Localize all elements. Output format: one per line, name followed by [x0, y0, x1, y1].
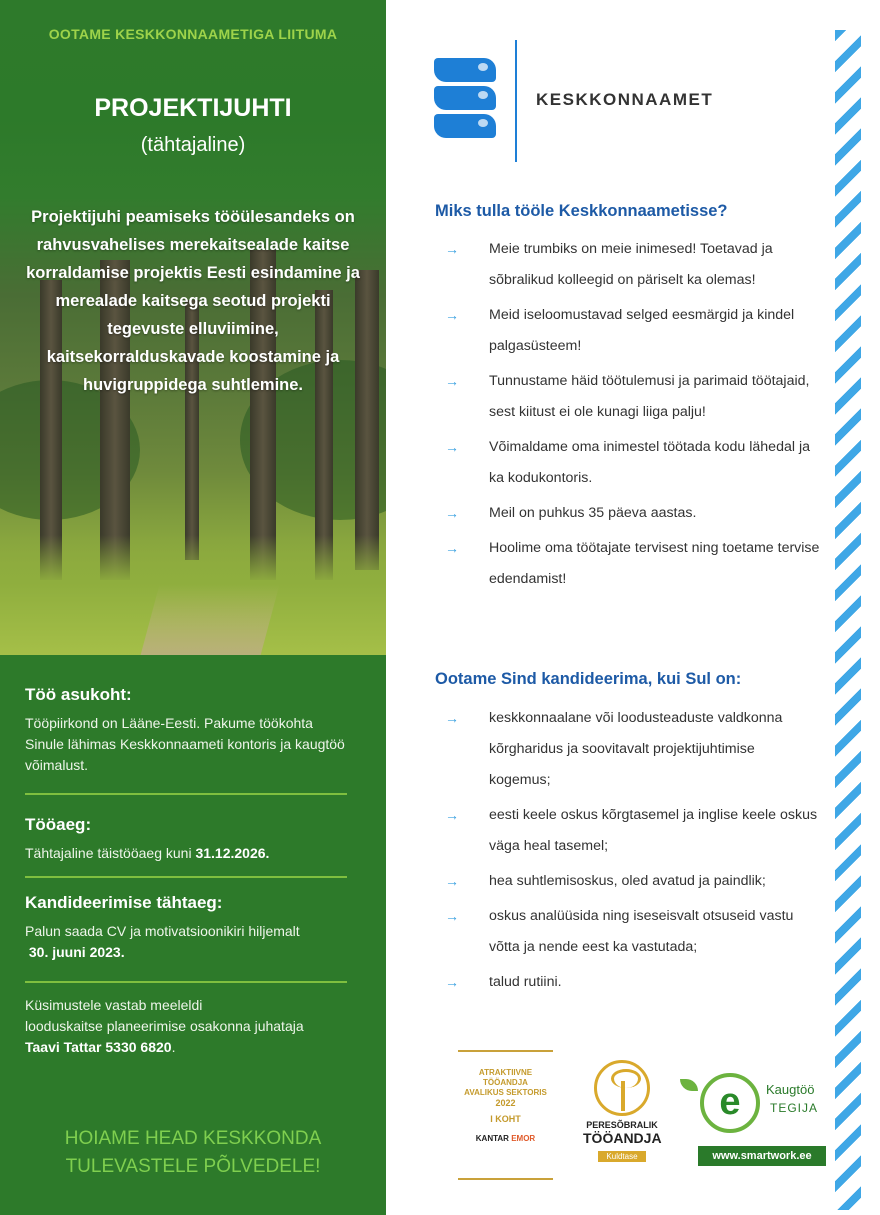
- arrow-right-icon: →: [445, 307, 459, 323]
- atraktiivne-tooandja-badge: ATRAKTIIVNE TÖÖANDJA AVALIKUS SEKTORIS 2022 I KOHT KANTAR EMOR: [458, 1050, 553, 1180]
- list-item: [445, 533, 820, 595]
- contact-section: [25, 995, 347, 1058]
- deadline-heading: Kandideerimise tähtaeg:: [25, 893, 223, 912]
- logo-divider: [515, 40, 517, 162]
- worktime-text: Tähtajaline täistööaeg kuni 31.12.2026.: [25, 845, 270, 861]
- location-section: [25, 685, 347, 776]
- list-item: [445, 703, 820, 796]
- deadline-date: 30. juuni 2023.: [28, 944, 125, 960]
- location-heading: Töö asukoht:: [25, 685, 132, 704]
- arrow-right-icon: →: [445, 505, 459, 521]
- job-subtitle: (tähtajaline): [140, 134, 246, 156]
- list-item-text: hea suhtlemisoskus, oled avatud ja paindlik;: [489, 873, 766, 889]
- worktime-section: [25, 815, 347, 864]
- deadline-section: [25, 893, 347, 963]
- arrow-right-icon: →: [445, 373, 459, 389]
- coat-of-arms-icon: [434, 58, 498, 142]
- arrow-right-icon: →: [445, 540, 459, 556]
- list-item-text: oskus analüüsida ning iseseisvalt otsuseid vastu võtta ja nende eest ka vastutada;: [489, 908, 794, 955]
- arrow-right-icon: →: [445, 710, 459, 726]
- e-logo-icon: e: [700, 1073, 760, 1133]
- worktime-heading: Tööaeg:: [25, 815, 92, 834]
- list-item-text: Võimaldame oma inimestel töötada kodu lähedal ja ka kodukontoris.: [489, 439, 810, 486]
- arrow-right-icon: →: [445, 241, 459, 257]
- arrow-right-icon: →: [445, 807, 459, 823]
- arrow-right-icon: →: [445, 873, 459, 889]
- job-intro: Projektijuhi peamiseks tööülesandeks on rahvusvahelises merekaitsealade kaitse korraldamise projektis Eesti esindamine ja merealade kaitsega seotud projekti tegevuste elluviimine, kaitsekorralduskavade koostamine ja huvigruppidega suhtlemine.: [26, 208, 360, 394]
- logo-text: KESKKONNAAMET: [536, 90, 714, 109]
- requirements-title: Ootame Sind kandideerima, kui Sul on:: [435, 670, 742, 688]
- arrow-right-icon: →: [445, 439, 459, 455]
- family-tree-icon: [594, 1060, 650, 1116]
- arrow-right-icon: →: [445, 908, 459, 924]
- list-item: [445, 300, 820, 362]
- why-title: Miks tulla tööle Keskkonnaametisse?: [435, 202, 728, 220]
- divider: [25, 876, 347, 878]
- keskkonnaamet-logo: [434, 40, 754, 162]
- deadline-text: Palun saada CV ja motivatsioonikiri hiljemalt: [25, 923, 300, 939]
- list-item-text: talud rutiini.: [489, 974, 562, 990]
- list-item-text: Meid iseloomustavad selged eesmärgid ja kindel palgasüsteem!: [489, 307, 795, 354]
- kaugtoo-tegija-badge: e Kaugtöö TEGIJA www.smartwork.ee: [680, 1073, 830, 1168]
- arrow-right-icon: →: [445, 974, 459, 990]
- left-panel: [0, 0, 386, 1215]
- list-item: [445, 800, 820, 862]
- list-item: [445, 498, 820, 529]
- slogan: HOIAME HEAD KESKKONDA TULEVASTELE PÕLVEDELE!: [64, 1128, 322, 1177]
- list-item-text: eesti keele oskus kõrgtasemel ja inglise keele oskus väga heal tasemel;: [489, 807, 818, 854]
- contact-line1: Küsimustele vastab meeleldi: [25, 997, 203, 1013]
- list-item-text: keskkonnaalane või loodusteaduste valdkonna kõrgharidus ja soovitavalt projektijuhtimise kogemus;: [489, 710, 783, 788]
- list-item-text: Tunnustame häid töötulemusi ja parimaid töötajaid, sest kiitust ei ole kunagi liiga palju!: [489, 373, 810, 420]
- list-item: [445, 866, 820, 897]
- requirements-list: [445, 703, 820, 1002]
- list-item: [445, 234, 820, 296]
- worktime-date: 31.12.2026.: [195, 845, 270, 861]
- divider: [25, 793, 347, 795]
- divider: [25, 981, 347, 983]
- list-item: [445, 967, 820, 998]
- decorative-stripe: [835, 30, 861, 1210]
- job-title: PROJEKTIJUHTI: [94, 94, 292, 122]
- list-item-text: Meil on puhkus 35 päeva aastas.: [489, 505, 697, 521]
- list-item: [445, 901, 820, 963]
- list-item: [445, 366, 820, 428]
- list-item-text: Meie trumbiks on meie inimesed! Toetavad ja sõbralikud kolleegid on päriselt ka olemas!: [489, 241, 773, 288]
- leaf-icon: [680, 1079, 698, 1091]
- peresobralik-tooandja-badge: PERESÕBRALIK TÖÖANDJA Kuldtase: [583, 1060, 661, 1175]
- why-list: [445, 234, 820, 599]
- contact-line2: looduskaitse planeerimise osakonna juhataja: [25, 1018, 304, 1034]
- location-text: Tööpiirkond on Lääne-Eesti. Pakume töökohta Sinule lähimas Keskkonnaameti kontoris ja kaugtöö võimalust.: [25, 715, 345, 773]
- contact-person: Taavi Tattar 5330 6820.: [25, 1039, 176, 1055]
- header-tagline: OOTAME KESKKONNAAMETIGA LIITUMA: [48, 26, 338, 42]
- list-item: [445, 432, 820, 494]
- list-item-text: Hoolime oma töötajate tervisest ning toetame tervise edendamist!: [489, 540, 820, 587]
